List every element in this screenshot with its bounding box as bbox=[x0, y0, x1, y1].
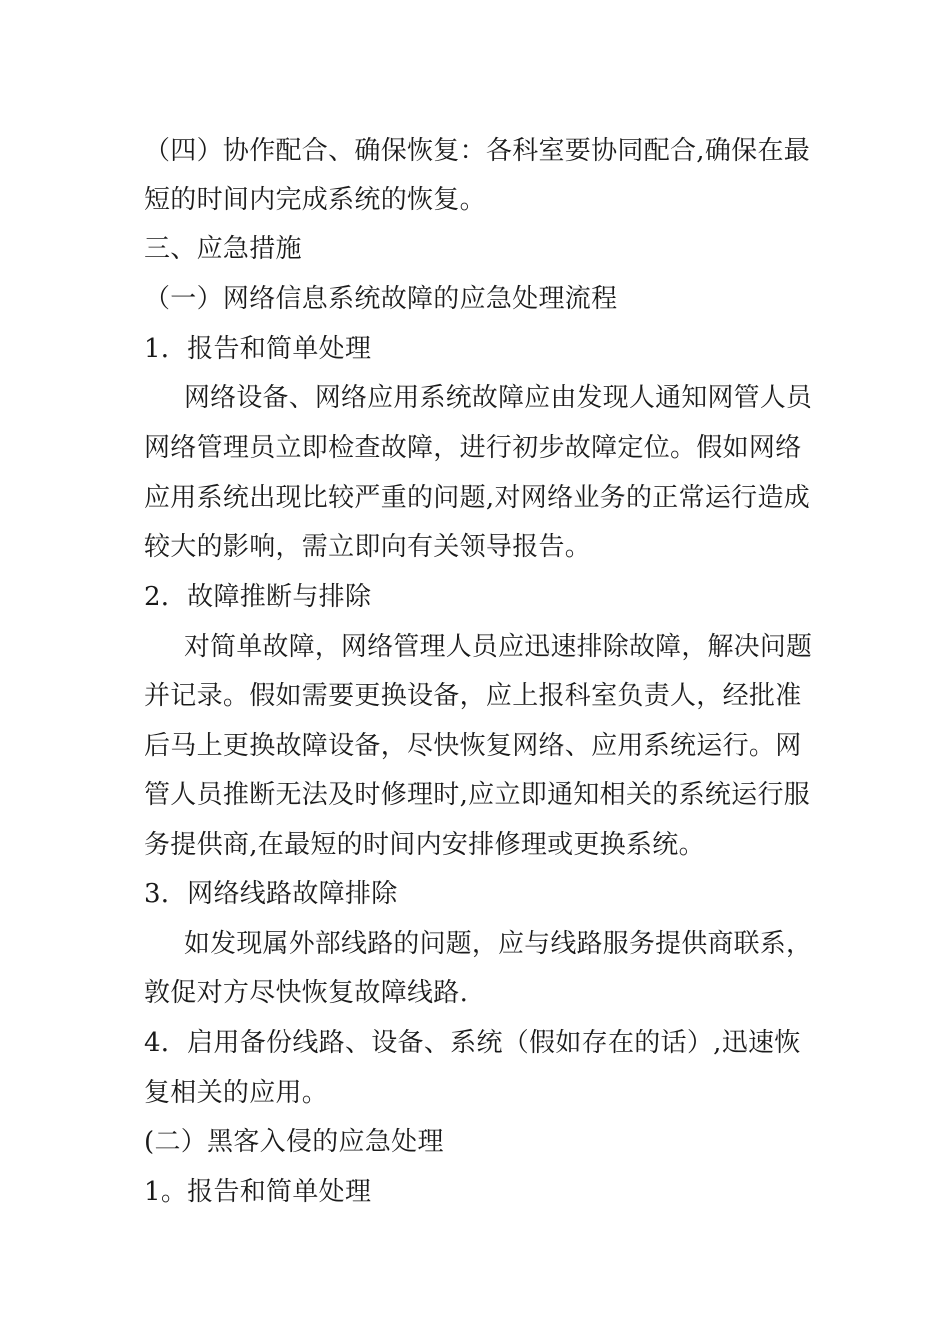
paragraph-line: 网络设备、网络应用系统故障应由发现人通知网管人员 bbox=[184, 383, 813, 413]
paragraph-line: 复相关的应用。 bbox=[144, 1078, 329, 1108]
item-heading: 4．启用备份线路、设备、系统（假如存在的话）,迅速恢 bbox=[144, 1028, 801, 1058]
paragraph-line: 网络管理员立即检查故障，进行初步故障定位。假如网络 bbox=[144, 433, 802, 463]
paragraph-line: 对简单故障，网络管理人员应迅速排除故障，解决问题 bbox=[184, 632, 813, 662]
item-heading: 1．报告和简单处理 bbox=[144, 334, 372, 364]
paragraph-line: 管人员推断无法及时修理时,应立即通知相关的系统运行服 bbox=[144, 780, 811, 810]
paragraph-line: 短的时间内完成系统的恢复。 bbox=[144, 185, 486, 215]
section-heading: 三、应急措施 bbox=[144, 234, 302, 264]
item-heading: 3．网络线路故障排除 bbox=[144, 879, 398, 909]
paragraph-line: 应用系统出现比较严重的问题,对网络业务的正常运行造成 bbox=[144, 483, 811, 513]
subsection-heading: (二）黑客入侵的应急处理 bbox=[144, 1127, 444, 1157]
item-heading: 1。报告和简单处理 bbox=[144, 1177, 372, 1207]
paragraph-line: 务提供商,在最短的时间内安排修理或更换系统。 bbox=[144, 830, 705, 860]
paragraph-line: 并记录。假如需要更换设备，应上报科室负责人，经批准 bbox=[144, 681, 802, 711]
item-heading: 2．故障推断与排除 bbox=[144, 582, 372, 612]
paragraph-line: 后马上更换故障设备，尽快恢复网络、应用系统运行。网 bbox=[144, 731, 802, 761]
paragraph-line: （四）协作配合、确保恢复：各科室要协同配合,确保在最 bbox=[144, 136, 811, 166]
paragraph-line: 如发现属外部线路的问题，应与线路服务提供商联系， bbox=[184, 929, 813, 959]
paragraph-line: 较大的影响，需立即向有关领导报告。 bbox=[144, 532, 592, 562]
paragraph-line: 敦促对方尽快恢复故障线路. bbox=[144, 978, 469, 1008]
subsection-heading: （一）网络信息系统故障的应急处理流程 bbox=[144, 284, 618, 314]
